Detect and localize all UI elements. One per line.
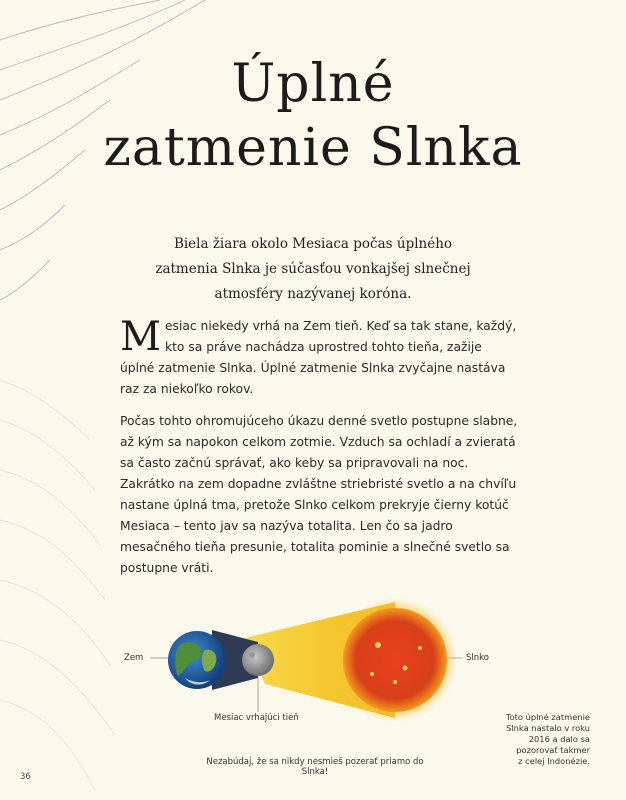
sun-label: Slnko — [466, 653, 489, 663]
body-text — [120, 316, 520, 590]
lead-paragraph — [130, 232, 496, 307]
caption-line-4: pozorovať takmer — [516, 745, 590, 755]
moon-label: Mesiac vrhajúci tieň — [214, 713, 299, 723]
title-line-2: zatmenie Slnka — [103, 118, 523, 178]
caption-line-5: z celej Indonézie. — [518, 756, 590, 766]
lead-line-3: atmosféry nazývanej koróna. — [214, 286, 412, 302]
title-line-1: Úplné — [231, 54, 395, 114]
moon-illustration — [242, 644, 274, 676]
lead-line-1: Biela žiara okolo Mesiaca počas úplného — [173, 236, 453, 252]
paragraph-2: Počas tohto ohromujúceho úkazu denné svetlo postupne slabne, až kým sa napokon celkom zotmie. Vzduch sa ochladí a zvieratá sa často začnú správať, ako keby sa pripravovali na noc. Zakrátko na zem dopadne zvláštne striebristé svetlo a na chvíľu nastane úplná tma, pretože Slnko celkom prekryje čierny kotúč Mesiaca – tento jav sa nazýva totalita. Len čo sa jadro mesačného tieňa presunie, totalita pominie a slnečné svetlo sa postupne vráti. — [120, 414, 518, 575]
warning-note: Nezabúdaj, že sa nikdy nesmieš pozerať priamo do Slnka! — [206, 757, 424, 777]
earth-illustration — [168, 631, 226, 689]
drop-cap: M — [120, 314, 161, 360]
lead-line-2: zatmenia Slnka je súčasťou vonkajšej slnečnej — [155, 261, 471, 277]
caption-line-2: Slnka nastalo v roku — [506, 723, 590, 733]
caption-line-1: Toto úplné zatmenie — [505, 712, 590, 722]
side-caption — [498, 712, 590, 767]
sun-illustration — [333, 598, 457, 722]
earth-label: Zem — [124, 653, 144, 663]
paragraph-1-text: esiac niekedy vrhá na Zem tieň. Keď sa tak stane, každý, kto sa práve nachádza uprostred tohto tieňa, zažije úplné zatmenie Slnka. Úplné zatmenie Slnka zvyčajne nastáva raz za niekoľko rokov. — [120, 319, 517, 396]
paragraph-1 — [120, 316, 520, 400]
caption-line-3: 2016 a dalo sa — [528, 734, 590, 744]
eclipse-diagram — [0, 590, 626, 730]
page-number: 36 — [20, 772, 31, 782]
page-title — [90, 52, 536, 180]
